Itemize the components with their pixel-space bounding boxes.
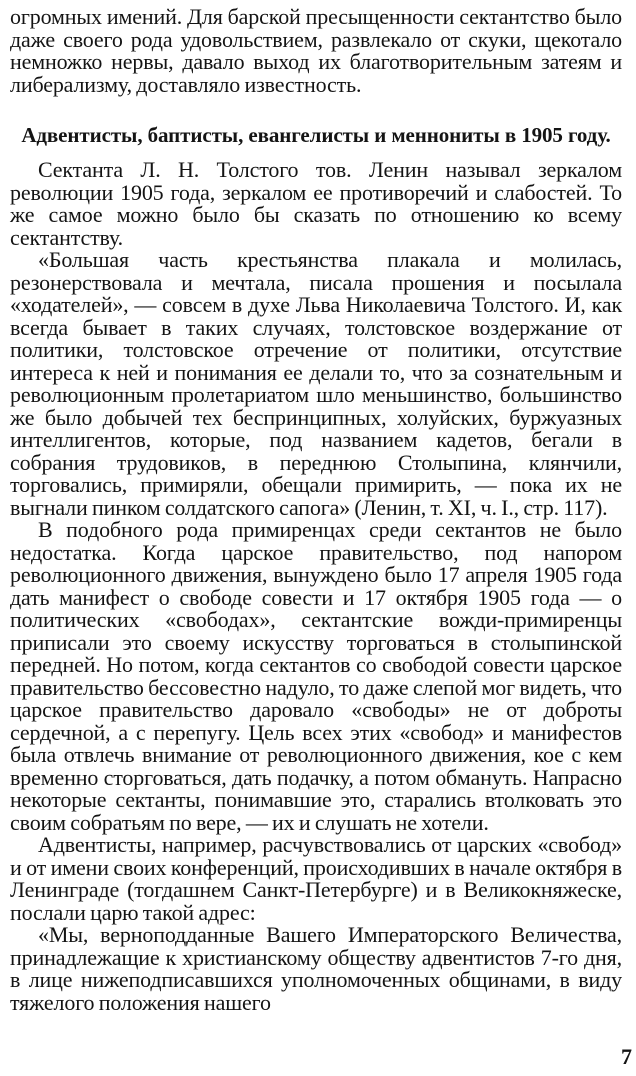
section-heading: Адвентисты, баптисты, евангелисты и меннониты в 1905 году. [21,123,611,147]
paragraph-tolstoy-mirror: Сектанта Л. Н. Толстого тов. Ленин называл зеркалом революции 1905 года, зеркалом ее противоречий и слабостей. То же самое можно было бы сказать по отношению ко всему сектантству. [10,157,622,250]
paragraph-adventists: Адвентисты, например, расчувствовались от царских «свобод» и от имени своих конференций, происходивших в начале октября в Ленинграде (тогдашнем Санкт-Петербурге) и в Великокняжеске, послали царю такой адрес: [10,832,622,925]
paragraph-lenin-quote: «Большая часть крестьянства плакала и молилась, резонерствовала и мечтала, писала прошения и посылала «ходателей», — совсем в духе Льва Николаевича Толстого. И, как всегда бывает в таких случаях, толстовское воздержание от политики, толстовское отречение от политики, отсутствие интереса к ней и понимания ее делали то, что за сознательным и революционным пролетариатом шло меньшинство, большинство же было добычей тех беспринципных, холуйских, буржуазных интеллигентов, которые, под названием кадетов, бегали в собрания трудовиков, в переднюю Столыпина, клянчили, торговались, примиряли, обещали примирить, — пока их не выгнали пинком солдатского сапога» (Ленин, т. XI, ч. I., стр. 117). [10,247,622,520]
page-number: 7 [621,1044,632,1069]
book-page [10,2,622,1072]
paragraph-address-quote: «Мы, верноподданные Вашего Императорского Величества, принадлежащие к христианскому обществу адвентистов 7-го дня, в лице нижеподписавшихся уполномоченных общинами, в виду тяжелого положения нашего [10,922,622,1015]
paragraph-conciliators: В подобного рода примиренцах среди сектантов не было недостатка. Когда царское правительство, под напором революционного движения, вынуждено было 17 апреля 1905 года дать манифест о свободе совести и 17 октября 1905 года — о политических «свободах», сектантские вожди-примиренцы приписали это своему искусству торговаться в столыпинской передней. Но потом, когда сектантов со свободой совести царское правительство бессовестно надуло, то даже слепой мог видеть, что царское правительство даровало «свободы» не от доброты сердечной, а с перепугу. Цель всех этих «свобод» и манифестов была отвлечь внимание от революционного движения, кое с кем временно сторговаться, дать подачку, а потом обмануть. Напрасно некоторые сектанты, понимавшие это, старались втолковать это своим собратьям по вере, — их и слушать не хотели. [10,517,622,835]
section-heading-block [10,124,622,147]
intro-paragraph: огромных имений. Для барской пресыщенности сектантство было даже своего рода удовольствием, развлекало от скуки, щекотало немножко нервы, давало выход их благотворительным затеям и либерализму, доставляло известность. [10,4,622,97]
